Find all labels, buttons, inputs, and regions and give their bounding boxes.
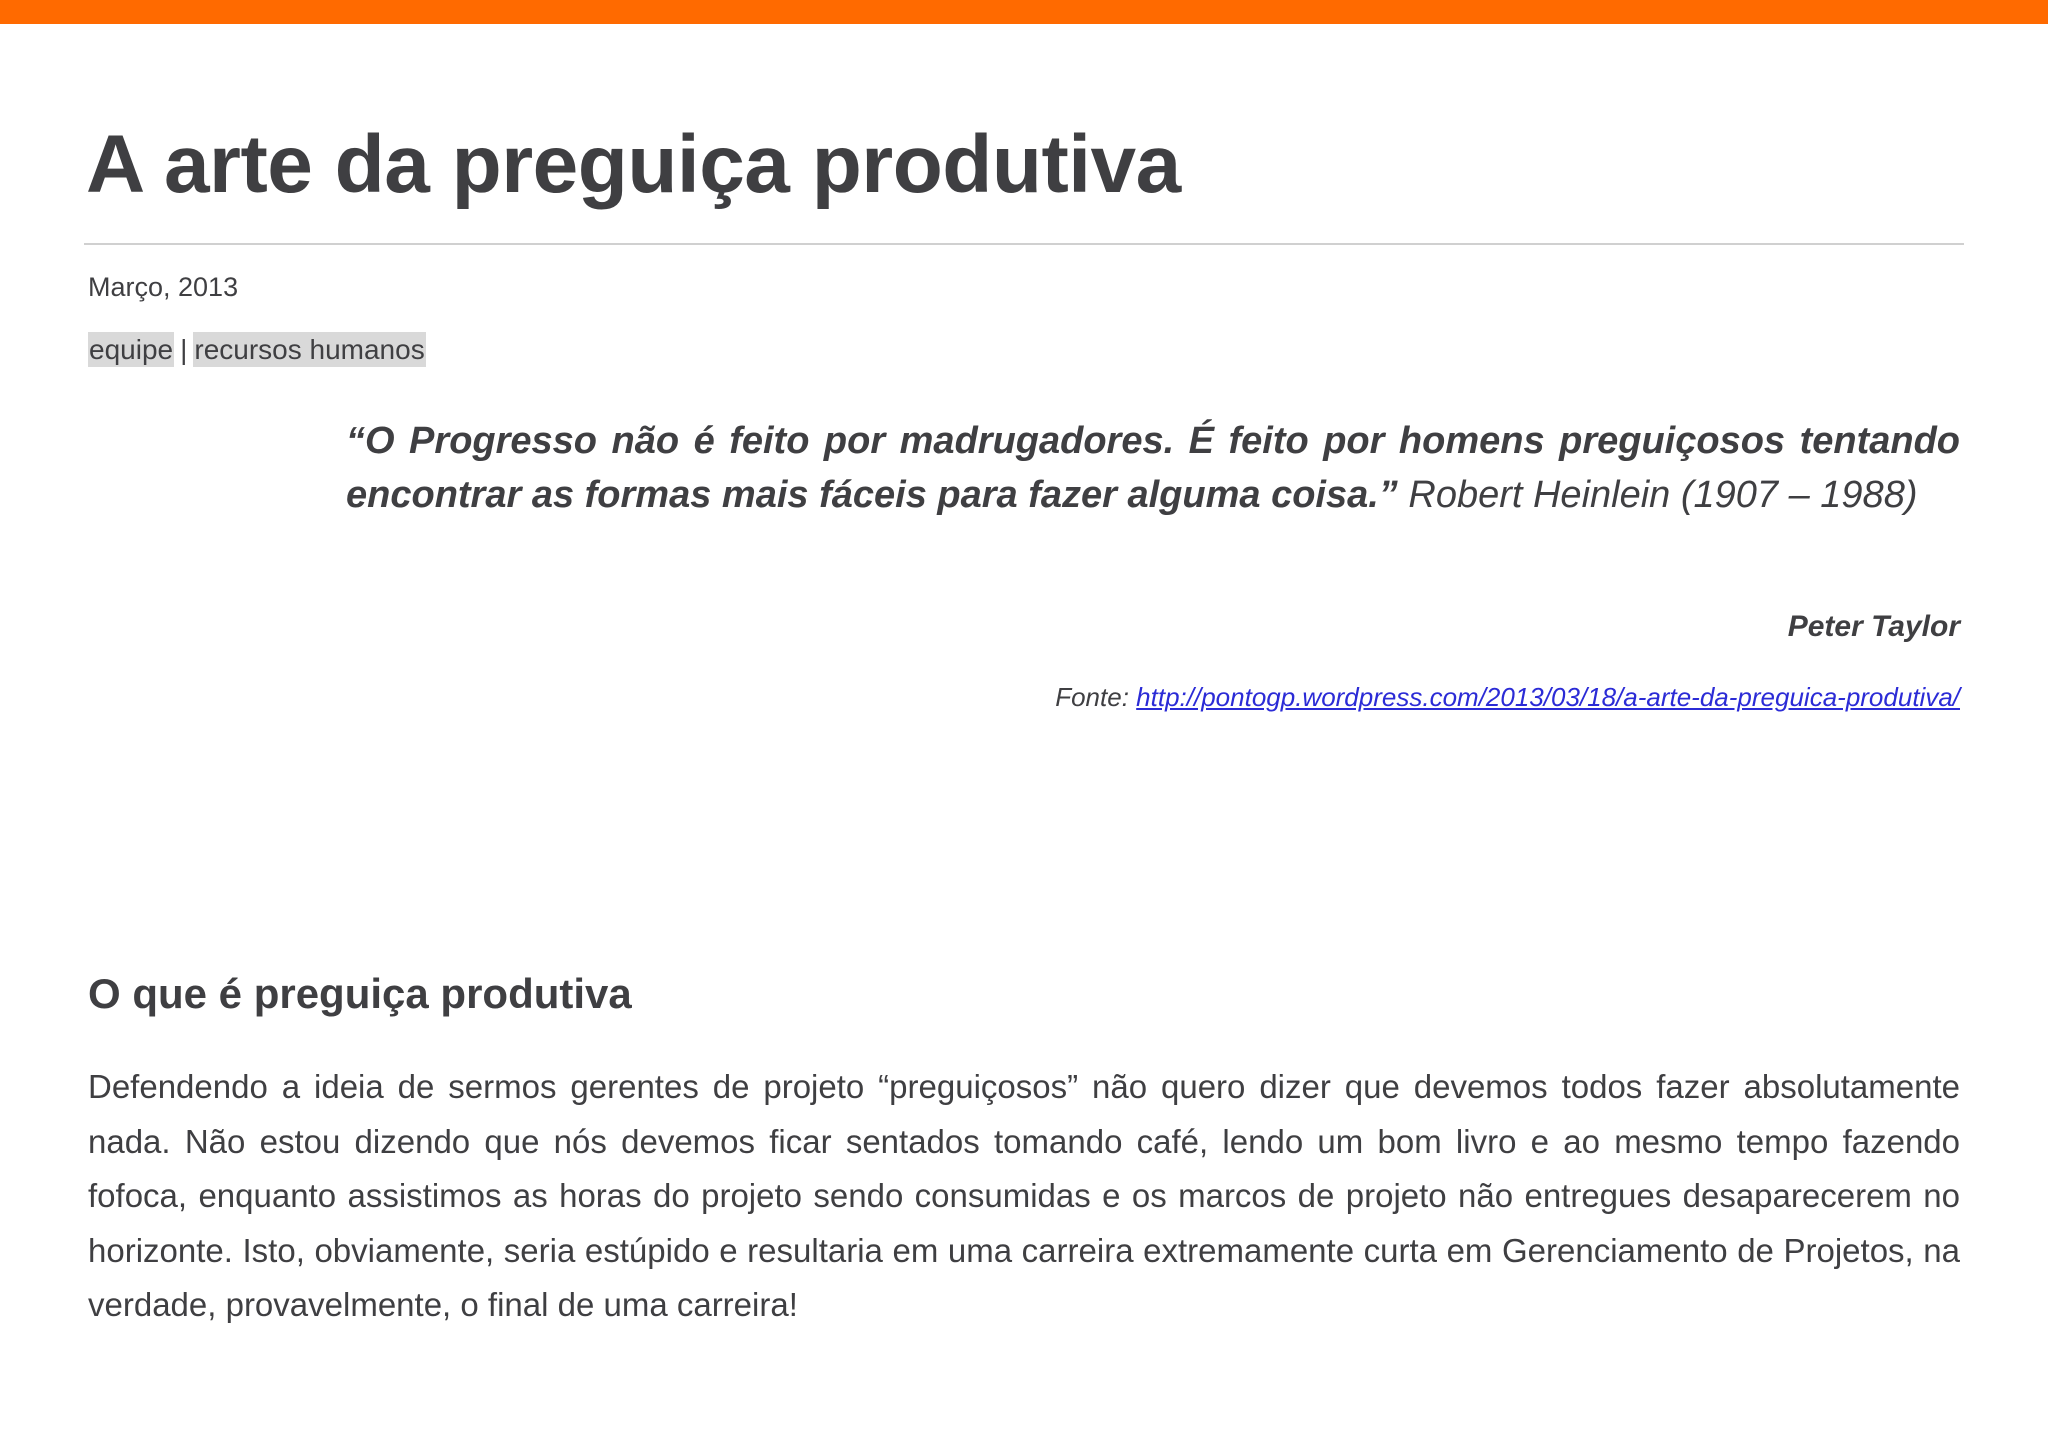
source-line [1055, 682, 1960, 713]
section-heading: O que é preguiça produtiva [88, 970, 632, 1017]
top-accent-bar [0, 0, 2048, 24]
publish-date: Março, 2013 [88, 272, 239, 302]
epigraph-quote [346, 414, 1960, 522]
article-author: Peter Taylor [1787, 610, 1960, 643]
tag-separator: | [180, 334, 188, 365]
quote-text: “O Progresso não é feito por madrugadores. É feito por homens preguiçosos tentando encontrar as formas mais fáceis para fazer alguma coisa.” [346, 420, 1960, 516]
tag-list [88, 334, 426, 366]
tag-recursos-humanos[interactable]: recursos humanos [194, 334, 425, 365]
tag-equipe[interactable]: equipe [89, 334, 174, 365]
quote-attribution: Robert Heinlein (1907 – 1988) [1408, 474, 1918, 516]
page-title: A arte da preguiça produtiva [86, 119, 1181, 210]
section-body: Defendendo a ideia de sermos gerentes de projeto “preguiçosos” não quero dizer que devemos todos fazer absolutamente nada. Não estou dizendo que nós devemos ficar sentados tomando café, lendo um bom livro e ao mesmo tempo fazendo fofoca, enquanto assistimos as horas do projeto sendo consumidas e os marcos de projeto não entregues desaparecerem no horizonte. Isto, obviamente, seria estúpido e resultaria em uma carreira extremamente curta em Gerenciamento de Projetos, na verdade, provavelmente, o final de uma carreira! [88, 1068, 1960, 1323]
source-label: Fonte: [1055, 682, 1129, 712]
title-divider [84, 243, 1964, 245]
source-link[interactable]: http://pontogp.wordpress.com/2013/03/18/a-arte-da-preguica-produtiva/ [1136, 682, 1960, 712]
